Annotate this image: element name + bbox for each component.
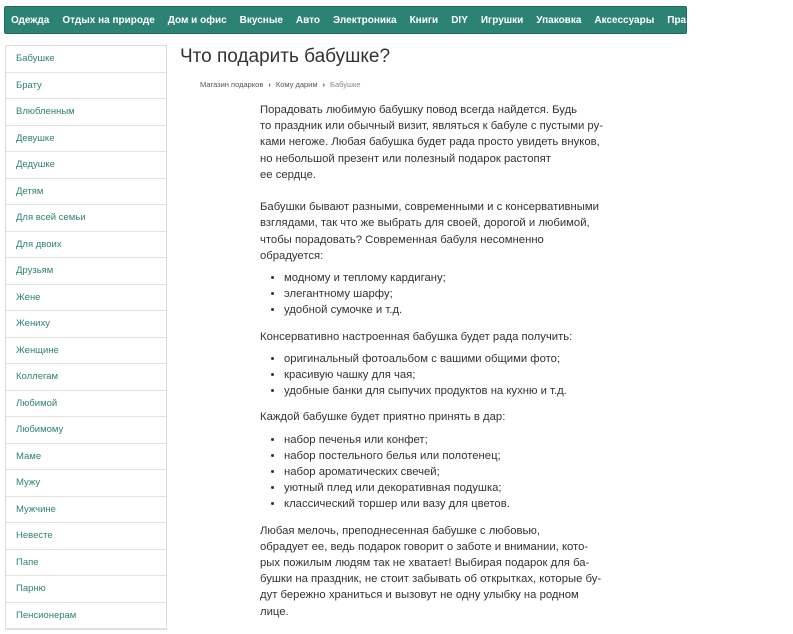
list-item: • красивую чашку для чая; (284, 367, 610, 383)
nav-item-recipients[interactable]: Кому дарим (733, 14, 793, 26)
breadcrumb-section[interactable]: Кому дарим (275, 80, 318, 89)
sidebar-item-grandma[interactable]: Бабушке (6, 46, 166, 73)
sidebar-item-children[interactable]: Детям (6, 179, 166, 206)
sidebar-item-husband[interactable]: Мужу (6, 470, 166, 497)
page-title: Что подарить бабушке? (180, 46, 391, 67)
article-text (260, 102, 610, 620)
sidebar-item-grandpa[interactable]: Дедушке (6, 152, 166, 179)
sidebar-item-boyfriend[interactable]: Парню (6, 576, 166, 603)
nav-item-auto[interactable]: Авто (295, 14, 321, 26)
sidebar-item-beloved-female[interactable]: Любимой (6, 391, 166, 418)
nav-item-toys[interactable]: Игрушки (480, 14, 524, 26)
breadcrumb-separator-icon: › (268, 80, 271, 89)
sidebar-item-wife[interactable]: Жене (6, 285, 166, 312)
list-item: • набор печенья или конфет; (284, 432, 610, 448)
second-paragraph: Бабушки бывают разными, современными и с консервативными взглядами, так что же выбрать для своей, дорогой и любимой, чтобы порадовать? Современная бабуля несомненно обрадуется: (260, 201, 599, 262)
list-item: • уютный плед или декоративная подушка; (284, 480, 610, 496)
breadcrumb (200, 80, 361, 89)
sidebar-item-beloved-male[interactable]: Любимому (6, 417, 166, 444)
every-grandma-list (260, 432, 610, 513)
sidebar-item-dad[interactable]: Папе (6, 550, 166, 577)
modern-grandma-list (260, 270, 610, 319)
sidebar-item-groom[interactable]: Жениху (6, 311, 166, 338)
sidebar-item-girlfriend[interactable]: Девушке (6, 126, 166, 153)
recipient-sidebar (5, 45, 167, 630)
nav-item-accessories[interactable]: Аксессуары (594, 14, 655, 26)
sidebar-item-brother[interactable]: Брату (6, 73, 166, 100)
sidebar-item-woman[interactable]: Женщине (6, 338, 166, 365)
conservative-grandma-list (260, 351, 610, 400)
nav-item-diy[interactable]: DIY (451, 14, 468, 26)
closing-paragraph: Любая мелочь, преподнесенная бабушке с любовью, обрадует ее, ведь подарок говорит о заботе и внимании, кото- рых пожилым людям так не хватает! Выбирая подарок для ба- бушки на праздник, не стоит забывать об открытках, которые бу- дут бережно храниться и вызовут не одну улыбку на родном лице. (260, 524, 602, 618)
top-category-nav (4, 6, 793, 34)
sidebar-item-colleagues[interactable]: Коллегам (6, 364, 166, 391)
breadcrumb-separator-icon: › (322, 80, 326, 89)
conservative-heading: Консервативно настроенная бабушка будет рада получить: (260, 330, 573, 343)
sidebar-item-whole-family[interactable]: Для всей семьи (6, 205, 166, 232)
sidebar-item-friends[interactable]: Друзьям (6, 258, 166, 285)
sidebar-item-bride[interactable]: Невесте (6, 523, 166, 550)
main-content (180, 44, 680, 618)
breadcrumb-home[interactable]: Магазин подарков (200, 80, 264, 89)
intro-paragraph: Порадовать любимую бабушку повод всегда найдется. Будь то праздник или обычный визит, являться к бабуле с пустыми ру- ками негоже. Любая бабушка будет рада просто увидеть внуков, но небольшой презент или полезный подарок растопят ее сердце. (260, 104, 603, 181)
list-item: • набор постельного белья или полотенец; (284, 448, 610, 464)
nav-item-books[interactable]: Книги (409, 14, 439, 26)
list-item: • удобные банки для сыпучих продуктов на кухню и т.д. (284, 383, 610, 399)
nav-item-electronics[interactable]: Электроника (333, 14, 397, 26)
nav-item-packaging[interactable]: Упаковка (536, 14, 582, 26)
sidebar-item-pensioners[interactable]: Пенсионерам (6, 603, 166, 630)
sidebar-item-man[interactable]: Мужчине (6, 497, 166, 524)
list-item: • элегантному шарфу; (284, 286, 610, 302)
nav-item-outdoor[interactable]: Отдых на природе (62, 14, 155, 26)
sidebar-item-for-two[interactable]: Для двоих (6, 232, 166, 259)
nav-item-clothing[interactable]: Одежда (11, 14, 50, 26)
list-item: • удобной сумочке и т.д. (284, 302, 610, 318)
every-grandma-heading: Каждой бабушке будет приятно принять в дар: (260, 411, 506, 424)
list-item: • оригинальный фотоальбом с вашими общими фото; (284, 351, 610, 367)
list-item: • набор ароматических свечей; (284, 464, 610, 480)
list-item: • модному и теплому кардигану; (284, 270, 610, 286)
sidebar-item-mom[interactable]: Маме (6, 444, 166, 471)
sidebar-item-lovers[interactable]: Влюбленным (6, 99, 166, 126)
nav-item-holidays[interactable]: Праздники (667, 14, 721, 26)
nav-item-home-office[interactable]: Дом и офис (167, 14, 227, 26)
nav-item-tasty[interactable]: Вкусные (239, 14, 283, 26)
breadcrumb-current: Бабушке (330, 80, 361, 89)
list-item: • классический торшер или вазу для цветов. (284, 496, 610, 512)
